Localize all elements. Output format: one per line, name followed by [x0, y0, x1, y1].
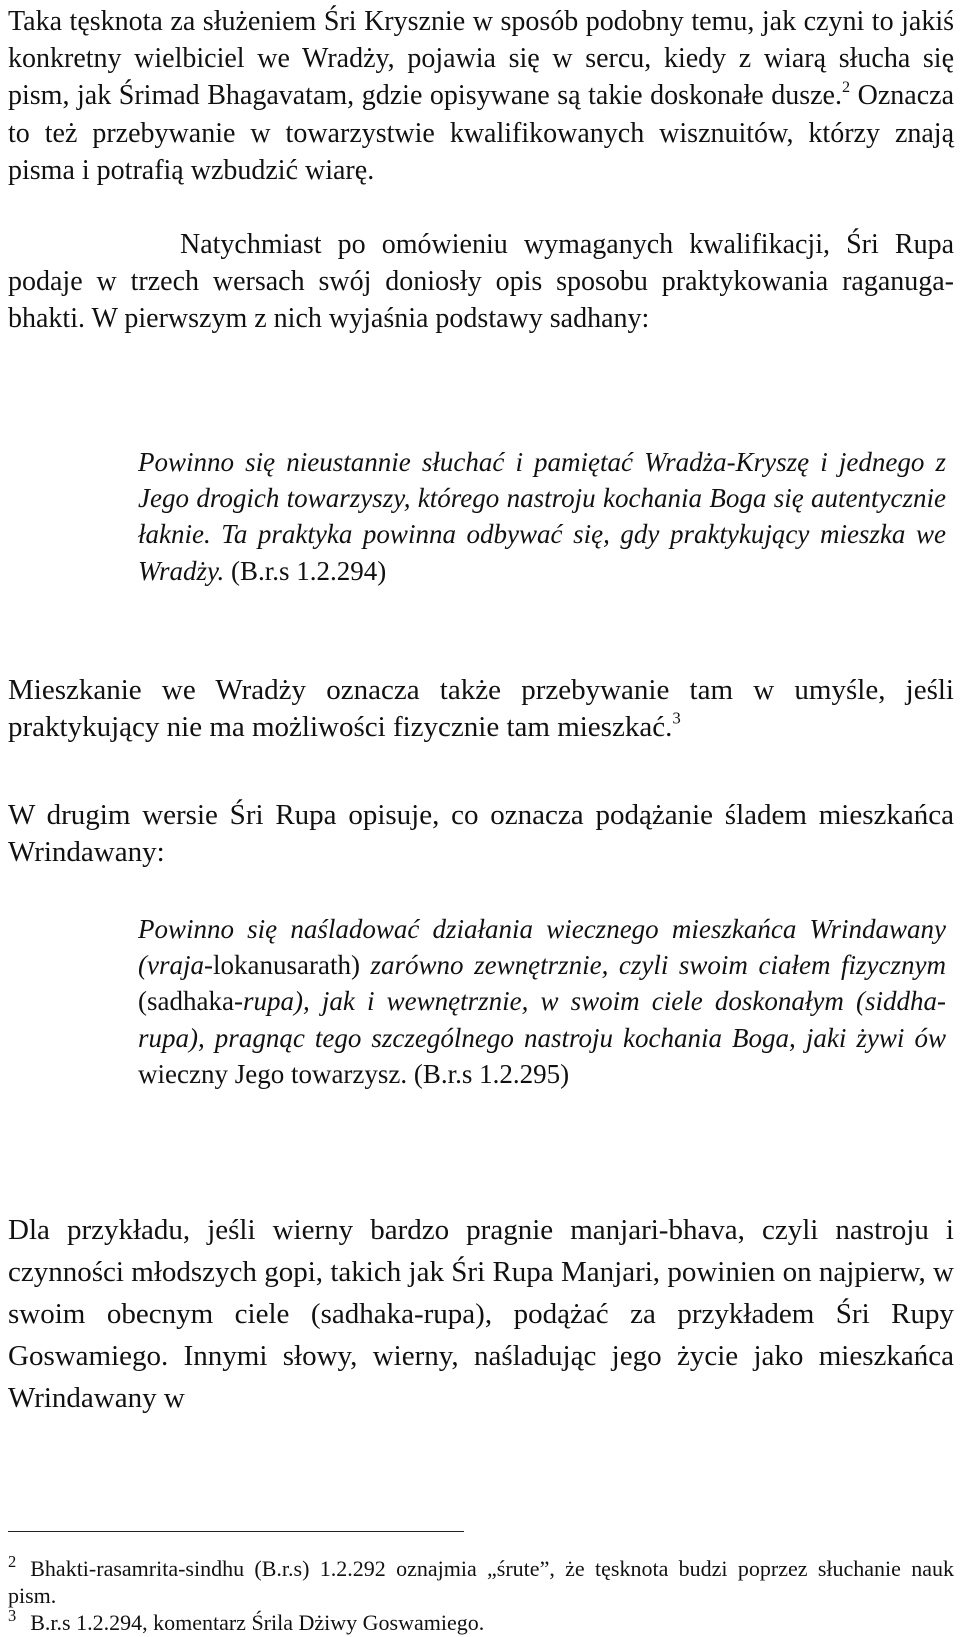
block-quote-2-part-7: wieczny Jego towarzysz. (B.r.s 1.2.295): [138, 1058, 570, 1089]
paragraph-5: Dla przykładu, jeśli wierny bardzo pragnie manjari-bhava, czyli nastroju i czynności młodszych gopi, takich jak Śri Rupa Manjari, powinien on najpierw, w swoim obecnym ciele (sadhaka-rupa), podążać za przykładem Śri Rupy Goswamiego. Innymi słowy, wierny, naśladując jego życie jako mieszkańca Wrindawany w: [8, 1214, 954, 1414]
block-quote-1-citation: (B.r.s 1.2.294): [224, 555, 387, 586]
block-quote-2-part-4: zarówno zewnętrznie, czyli swoim ciałem fizycznym: [359, 950, 946, 981]
block-quote-2-part-6: rupa), jak i wewnętrznie, w swoim ciele doskonałym (siddha-rupa), pragnąc tego szczególnego nastroju kochania Boga, jaki żywi ów: [138, 986, 946, 1053]
block-quote-1-text: Powinno się nieustannie słuchać i pamiętać Wradża-Kryszę i jednego z Jego drogich towarzyszy, którego nastroju kochania Boga się autentycznie łaknie. Ta praktyka powinna odbywać się, gdy praktykujący mieszka we Wradży.: [138, 447, 946, 586]
footnote-2-text: Bhakti-rasamrita-sindhu (B.r.s) 1.2.292 oznajmia „śrute”, że tęsknota budzi poprzez słuchanie nauk pism.: [8, 1556, 954, 1608]
footnote-3: [8, 1605, 954, 1636]
block-quote-1: [138, 444, 946, 589]
footnote-ref-2: 2: [841, 78, 851, 97]
paragraph-2: Natychmiast po omówieniu wymaganych kwalifikacji, Śri Rupa podaje w trzech wersach swój doniosły opis sposobu praktykowania raganuga-bhakti. W pierwszym z nich wyjaśnia podstawy sadhany:: [8, 229, 954, 335]
footnote-2: [8, 1551, 954, 1609]
footnote-3-number: 3: [8, 1605, 17, 1625]
footnote-2-number: 2: [8, 1551, 17, 1571]
block-quote-2-part-2: vraja: [147, 950, 204, 981]
paragraph-4: W drugim wersie Śri Rupa opisuje, co oznacza podążanie śladem mieszkańca Wrindawany:: [8, 799, 954, 868]
block-quote-2-part-1: Powinno się naśladować działania wiecznego mieszkańca Wrindawany (: [138, 914, 946, 981]
footnote-separator: [8, 1531, 464, 1532]
block-quote-2: [138, 911, 946, 1092]
block-quote-2-part-3: -lokanusarath): [204, 950, 360, 981]
paragraph-1-text-b: Oznacza to też przebywanie w towarzystwie kwalifikowanych wisznuitów, którzy znają pisma i potrafią wzbudzić wiarę.: [8, 80, 954, 186]
paragraph-3: [8, 672, 954, 746]
footnote-ref-3: 3: [672, 708, 681, 728]
paragraph-3-text: Mieszkanie we Wradży oznacza także przebywanie tam w umyśle, jeśli praktykujący nie ma możliwości fizycznie tam mieszkać.: [8, 674, 954, 743]
block-quote-2-part-5: (sadhaka-: [138, 986, 243, 1017]
footnote-3-text: B.r.s 1.2.294, komentarz Śrila Dżiwy Goswamiego.: [30, 1610, 485, 1635]
paragraph-1: [8, 3, 954, 189]
paragraph-1-text-a: Taka tęsknota za służeniem Śri Krysznie w sposób podobny temu, jak czyni to jakiś konkretny wielbiciel we Wradży, pojawia się w sercu, kiedy z wiarą słucha się pism, jak Śrimad Bhagavatam, gdzie opisywane są takie doskonałe dusze.: [8, 6, 954, 112]
